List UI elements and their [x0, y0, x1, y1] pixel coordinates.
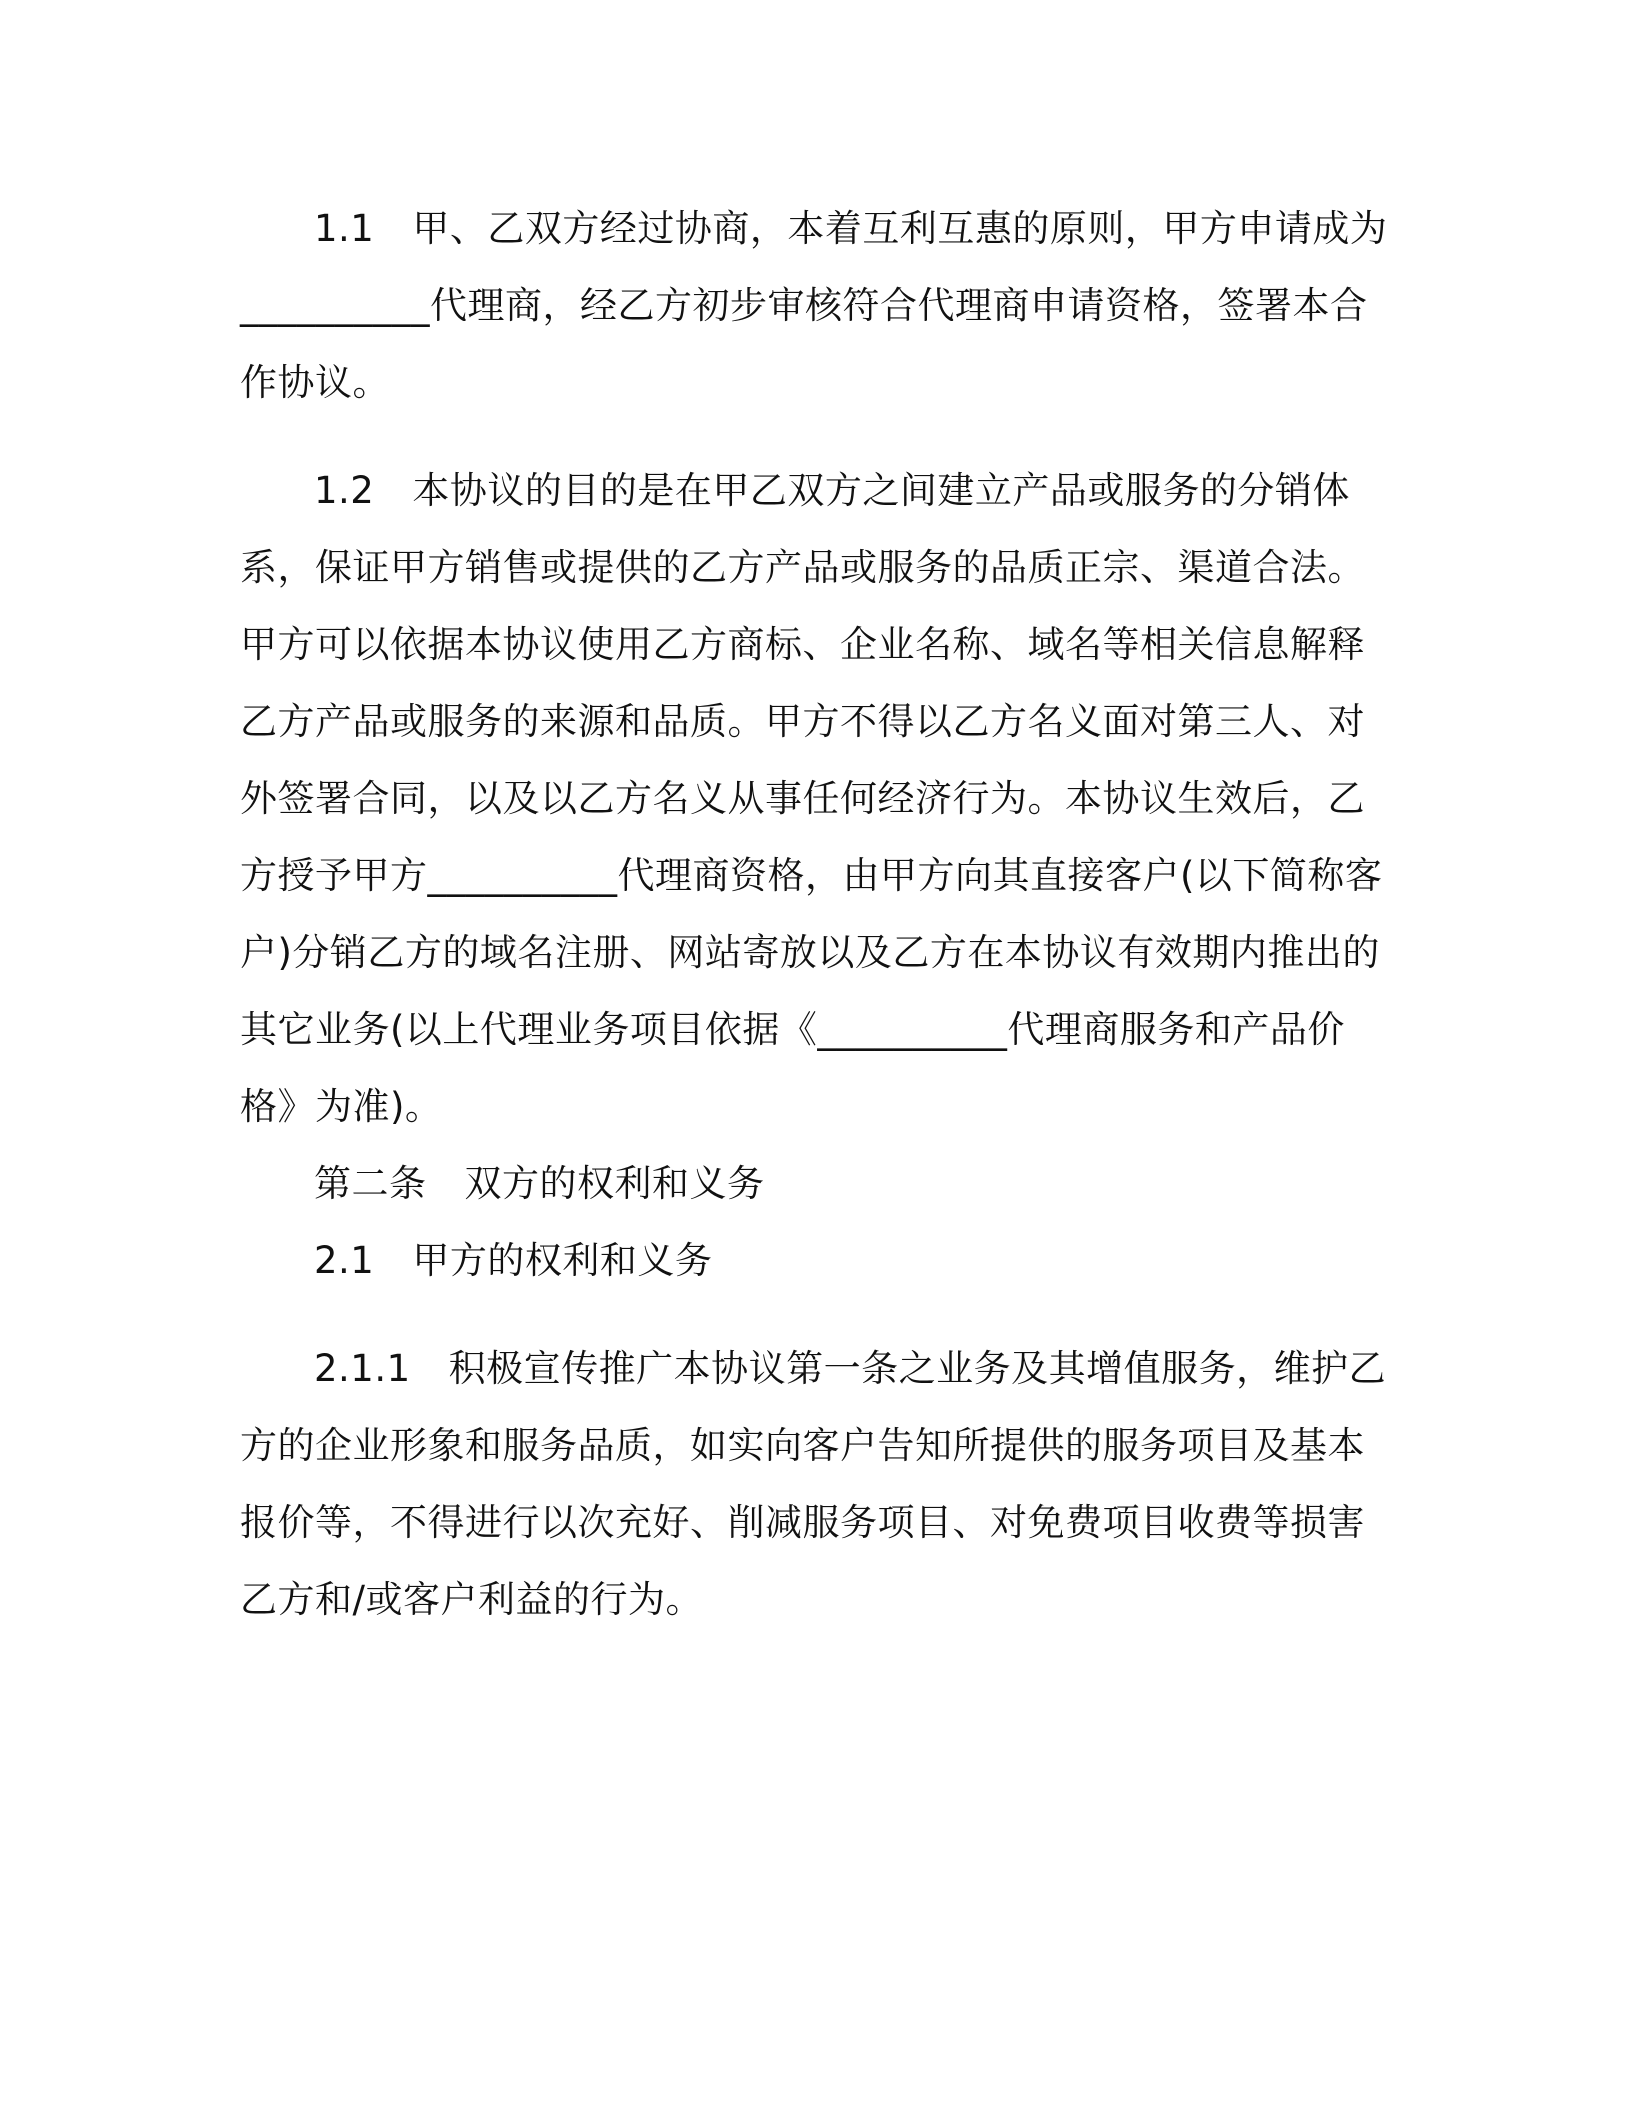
clause-number: 2.1.1 — [314, 1347, 411, 1390]
clause-1-1 — [240, 190, 1400, 421]
clause-number: 1.1 — [314, 207, 375, 250]
clause-1-2 — [240, 452, 1400, 1145]
clause-number: 1.2 — [314, 469, 375, 512]
article-number: 第二条 — [314, 1162, 427, 1205]
article-title: 双方的权利和义务 — [464, 1162, 765, 1205]
clause-text: 积极宣传推广本协议第一条之业务及其增值服务，维护乙方的企业形象和服务品质，如实向客户告知所提供的服务项目及基本报价等，不得进行以次充好、削减服务项目、对免费项目收费等损害乙方和/或客户利益的行为。 — [240, 1347, 1387, 1621]
clause-2-1-1 — [240, 1330, 1400, 1638]
document-body — [240, 190, 1400, 1638]
clause-text: 本协议的目的是在甲乙双方之间建立产品或服务的分销体系，保证甲方销售或提供的乙方产品或服务的品质正宗、渠道合法。甲方可以依据本协议使用乙方商标、企业名称、域名等相关信息解释乙方产品或服务的来源和品质。甲方不得以乙方名义面对第三人、对外签署合同，以及以乙方名义从事任何经济行为。本协议生效后，乙方授予甲方__________代理商资格，由甲方向其直接客户(以下简称客户)分销乙方的域名注册、网站寄放以及乙方在本协议有效期内推出的其它业务(以上代理业务项目依据《__________代理商服务和产品价格》为准)。 — [240, 469, 1383, 1128]
clause-text: 甲、乙双方经过协商，本着互利互惠的原则，甲方申请成为__________代理商，经乙方初步审核符合代理商申请资格，签署本合作协议。 — [240, 207, 1388, 404]
subsection-heading — [240, 1222, 1400, 1299]
article-heading — [240, 1145, 1400, 1222]
subsection-title: 甲方的权利和义务 — [412, 1239, 713, 1282]
subsection-number: 2.1 — [314, 1239, 375, 1282]
